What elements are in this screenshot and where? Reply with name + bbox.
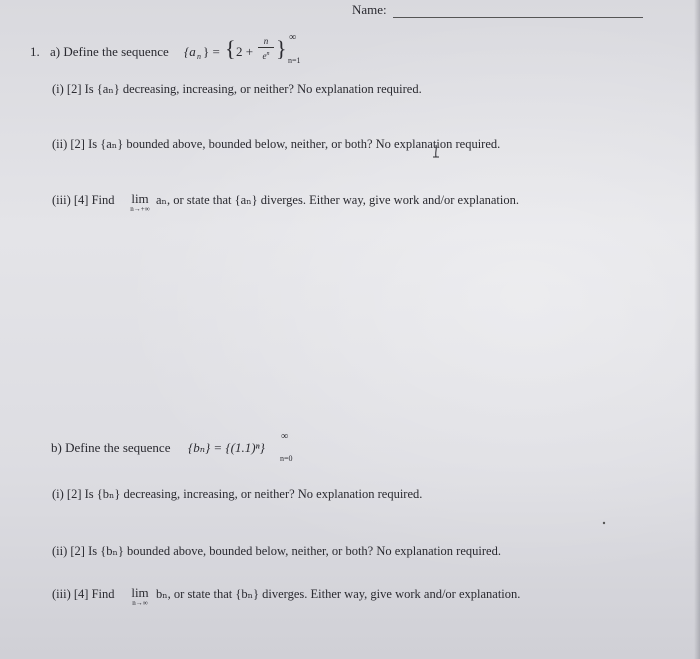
part-b-limit [125,586,155,607]
expr-two-plus: 2 + [236,44,254,59]
part-b-question-ii: (ii) [2] Is {bₙ} bounded above, bounded below, neither, or both? No explanation required. [52,544,501,558]
fraction-denominator: $e^n$ [262,51,270,61]
part-a-label: a) Define the sequence [50,44,169,59]
upper-limit-infinity-b: ∞ [281,431,289,442]
brace-open: { [225,36,236,61]
stray-mark-icon [602,521,606,525]
fraction-bar [258,47,274,48]
seq-a-subscript: n [197,52,201,61]
part-b-question-iii-prefix: (iii) [4] Find [52,587,115,601]
seq-b-definition: {bₙ} = {(1.1)ⁿ} [188,440,265,455]
page-edge-shadow [694,0,700,659]
part-b-label: b) Define the sequence [51,440,171,455]
limit-subscript: n→+∞ [130,205,150,213]
part-a-question-iii-text: aₙ, or state that {aₙ} diverges. Either way, give work and/or explanation. [156,193,519,207]
part-a-question-i: (i) [2] Is {aₙ} decreasing, increasing, or neither? No explanation required. [52,82,422,96]
part-b-question-i: (i) [2] Is {bₙ} decreasing, increasing, or neither? No explanation required. [52,487,423,501]
problem-number: 1. [30,44,40,59]
brace-close: } [276,36,287,61]
pen-mark-icon [430,143,442,159]
lower-limit-n0: n=0 [280,454,293,463]
limit-word: lim [131,191,149,206]
part-a-question-iii-prefix: (iii) [4] Find [52,193,115,207]
name-field-line[interactable] [393,17,643,18]
limit-word-b: lim [131,585,149,600]
lower-limit-n1: n=1 [288,56,301,65]
fraction-numerator: n [263,36,269,46]
part-b-question-iii-text: bₙ, or state that {bₙ} diverges. Either way, give work and/or explanation. [156,587,521,601]
limit-subscript-b: n→∞ [132,599,148,607]
seq-a-close: } = [203,44,220,59]
fraction-n-over-en [258,36,274,61]
upper-limit-infinity: ∞ [289,32,297,43]
part-a-limit [125,192,155,213]
part-a-question-ii: (ii) [2] Is {aₙ} bounded above, bounded below, neither, or both? No explanation required. [52,137,501,151]
seq-a-symbol: {a [184,44,196,59]
name-label: Name: [352,2,387,17]
